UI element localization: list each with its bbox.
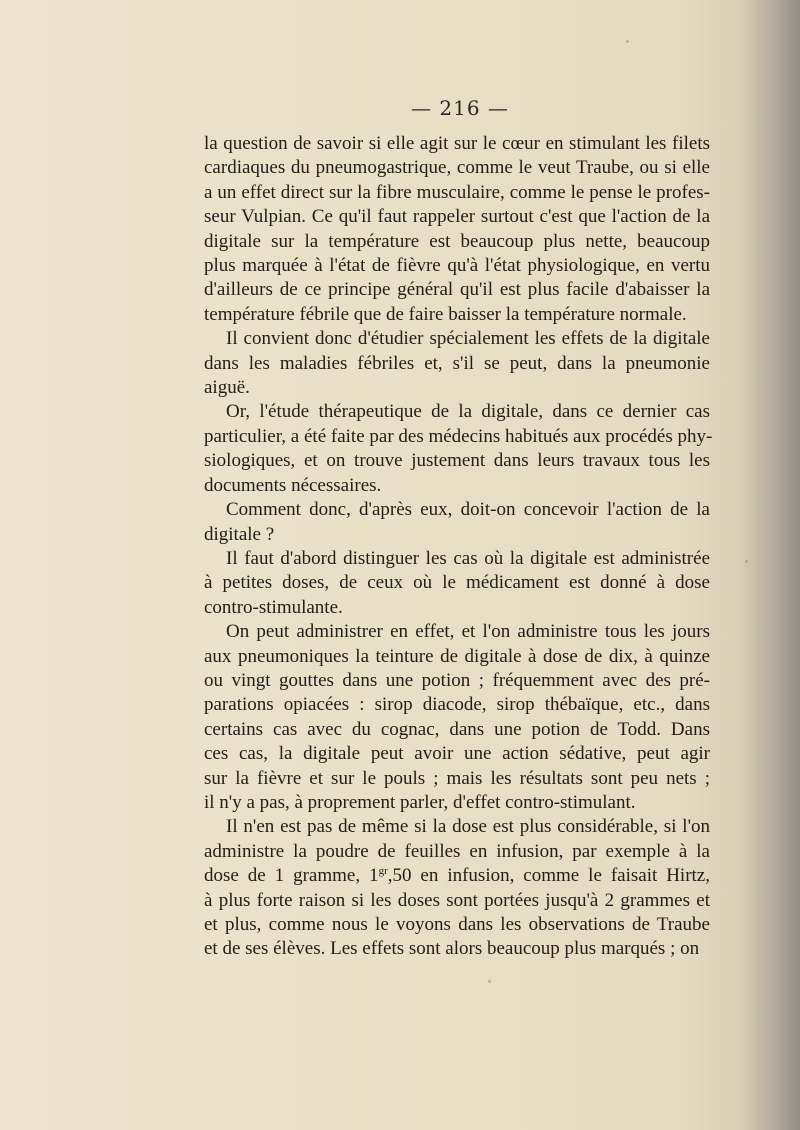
text-line: Comment donc, d'après eux, doit-on concevoir l'action de la: [226, 499, 710, 521]
paragraph: [204, 327, 710, 400]
text-line: digitale ?: [204, 523, 275, 545]
text-line: et de ses élèves. Les effets sont alors beaucoup plus marqués ; on: [204, 938, 700, 960]
text-line: à petites doses, de ceux où le médicament est donné à dose: [204, 572, 710, 594]
text-line: documents nécessaires.: [204, 474, 382, 496]
text-line: d'ailleurs de ce principe général qu'il est plus facile d'abaisser la: [204, 279, 710, 301]
paragraph: [204, 400, 713, 498]
text-line: sur la fièvre et sur le pouls ; mais les résultats sont peu nets ;: [204, 767, 710, 789]
text-line: aiguë.: [204, 377, 250, 399]
body-text: [204, 132, 713, 962]
text-line: cardiaques du pneumogastrique, comme le veut Traube, ou si elle: [204, 157, 710, 179]
text-line: plus marquée à l'état de fièvre qu'à l'état physiologique, en vertu: [204, 255, 710, 277]
paragraph: [204, 620, 710, 815]
page-number: — 216 —: [411, 96, 509, 120]
text-line: particulier, a été faite par des médecins habitués aux procédés phy-: [204, 425, 713, 447]
paragraph: [204, 498, 710, 547]
text-line: dose de 1 gramme, $1^{gr},50$ en infusion, comme le faisait Hirtz,: [204, 865, 710, 887]
paper-speck: [745, 560, 748, 563]
paragraph: [204, 815, 710, 961]
paragraph: [204, 547, 710, 620]
text-line: certains cas avec du cognac, dans une potion de Todd. Dans: [204, 718, 710, 740]
text-line: administre la poudre de feuilles en infusion, par exemple à la: [204, 840, 710, 862]
text-line: il n'y a pas, à proprement parler, d'effet contro-stimulant.: [204, 791, 636, 813]
paragraph: [204, 132, 710, 327]
text-line: Il convient donc d'étudier spécialement les effets de la digitale: [226, 328, 710, 350]
text-line: ou vingt gouttes dans une potion ; fréquemment avec des pré-: [204, 669, 710, 691]
text-line: parations opiacées : sirop diacode, sirop thébaïque, etc., dans: [204, 694, 710, 716]
text-line: siologiques, et on trouve justement dans leurs travaux tous les: [204, 450, 710, 472]
text-line: On peut administrer en effet, et l'on administre tous les jours: [226, 621, 710, 643]
text-line: contro-stimulante.: [204, 596, 343, 618]
text-line: à plus forte raison si les doses sont portées jusqu'à 2 grammes et: [204, 889, 710, 911]
text-line: Or, l'étude thérapeutique de la digitale, dans ce dernier cas: [226, 401, 710, 423]
text-line: ces cas, la digitale peut avoir une action sédative, peut agir: [204, 743, 710, 765]
paper-speck: [626, 40, 629, 43]
paper-speck: [488, 980, 491, 983]
text-line: aux pneumoniques la teinture de digitale à dose de dix, à quinze: [204, 645, 710, 667]
text-line: la question de savoir si elle agit sur le cœur en stimulant les filets: [204, 133, 710, 154]
text-line: a un effet direct sur la fibre musculaire, comme le pense le profes-: [204, 181, 710, 203]
text-line: température fébrile que de faire baisser la température normale.: [204, 303, 687, 325]
text-line: Il faut d'abord distinguer les cas où la digitale est administrée: [226, 547, 710, 569]
text-line: Il n'en est pas de même si la dose est plus considérable, si l'on: [226, 816, 710, 838]
text-line: seur Vulpian. Ce qu'il faut rappeler surtout c'est que l'action de la: [204, 206, 710, 228]
page-gutter-shadow: [740, 0, 800, 1130]
text-line: dans les maladies fébriles et, s'il se peut, dans la pneumonie: [204, 352, 710, 374]
text-line: et plus, comme nous le voyons dans les observations de Traube: [204, 914, 710, 935]
text-line: digitale sur la température est beaucoup plus nette, beaucoup: [204, 230, 710, 252]
